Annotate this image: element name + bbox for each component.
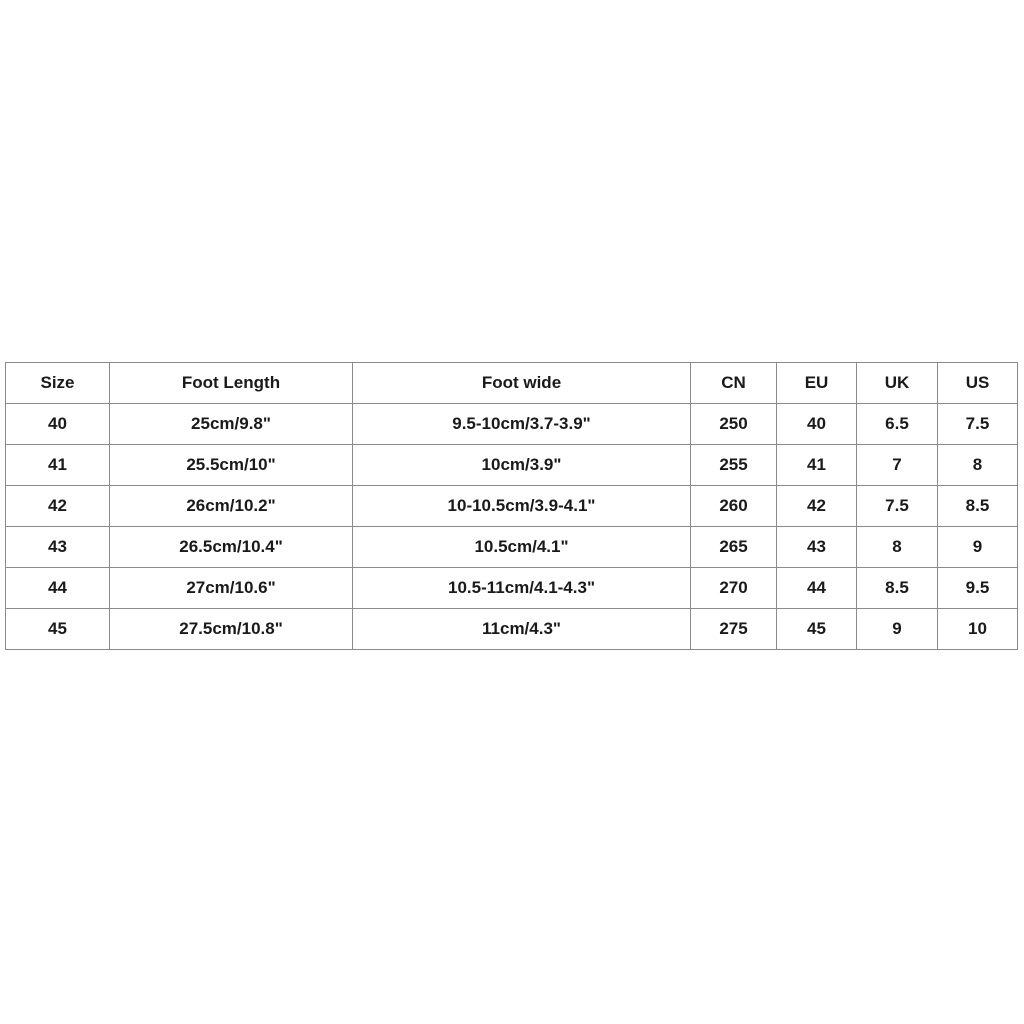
- cell-eu: 41: [777, 445, 857, 486]
- cell-us: 7.5: [938, 404, 1018, 445]
- cell-us: 8: [938, 445, 1018, 486]
- cell-foot-length: 25.5cm/10": [110, 445, 353, 486]
- cell-eu: 45: [777, 609, 857, 650]
- header-size: Size: [6, 363, 110, 404]
- cell-size: 41: [6, 445, 110, 486]
- cell-foot-wide: 10-10.5cm/3.9-4.1": [353, 486, 691, 527]
- cell-uk: 9: [857, 609, 938, 650]
- cell-cn: 255: [691, 445, 777, 486]
- table-row: [6, 568, 1018, 609]
- cell-foot-wide: 10.5cm/4.1": [353, 527, 691, 568]
- cell-size: 44: [6, 568, 110, 609]
- table-row: [6, 527, 1018, 568]
- header-us: US: [938, 363, 1018, 404]
- cell-foot-length: 26.5cm/10.4": [110, 527, 353, 568]
- cell-foot-wide: 10.5-11cm/4.1-4.3": [353, 568, 691, 609]
- cell-eu: 43: [777, 527, 857, 568]
- cell-foot-length: 27cm/10.6": [110, 568, 353, 609]
- cell-cn: 265: [691, 527, 777, 568]
- cell-size: 45: [6, 609, 110, 650]
- cell-foot-length: 26cm/10.2": [110, 486, 353, 527]
- cell-us: 9.5: [938, 568, 1018, 609]
- cell-uk: 7.5: [857, 486, 938, 527]
- cell-size: 42: [6, 486, 110, 527]
- table-row: [6, 445, 1018, 486]
- header-uk: UK: [857, 363, 938, 404]
- table-header-row: [6, 363, 1018, 404]
- table-row: [6, 609, 1018, 650]
- cell-foot-wide: 9.5-10cm/3.7-3.9": [353, 404, 691, 445]
- cell-eu: 42: [777, 486, 857, 527]
- cell-uk: 7: [857, 445, 938, 486]
- cell-us: 8.5: [938, 486, 1018, 527]
- cell-uk: 6.5: [857, 404, 938, 445]
- cell-uk: 8.5: [857, 568, 938, 609]
- cell-uk: 8: [857, 527, 938, 568]
- header-foot-length: Foot Length: [110, 363, 353, 404]
- cell-cn: 270: [691, 568, 777, 609]
- cell-cn: 260: [691, 486, 777, 527]
- cell-foot-length: 27.5cm/10.8": [110, 609, 353, 650]
- size-chart-table: [5, 362, 1018, 650]
- cell-us: 9: [938, 527, 1018, 568]
- cell-foot-length: 25cm/9.8": [110, 404, 353, 445]
- cell-size: 43: [6, 527, 110, 568]
- cell-us: 10: [938, 609, 1018, 650]
- cell-eu: 40: [777, 404, 857, 445]
- cell-cn: 275: [691, 609, 777, 650]
- cell-foot-wide: 11cm/4.3": [353, 609, 691, 650]
- header-eu: EU: [777, 363, 857, 404]
- header-foot-wide: Foot wide: [353, 363, 691, 404]
- cell-size: 40: [6, 404, 110, 445]
- cell-eu: 44: [777, 568, 857, 609]
- table-row: [6, 404, 1018, 445]
- cell-foot-wide: 10cm/3.9": [353, 445, 691, 486]
- table-row: [6, 486, 1018, 527]
- cell-cn: 250: [691, 404, 777, 445]
- header-cn: CN: [691, 363, 777, 404]
